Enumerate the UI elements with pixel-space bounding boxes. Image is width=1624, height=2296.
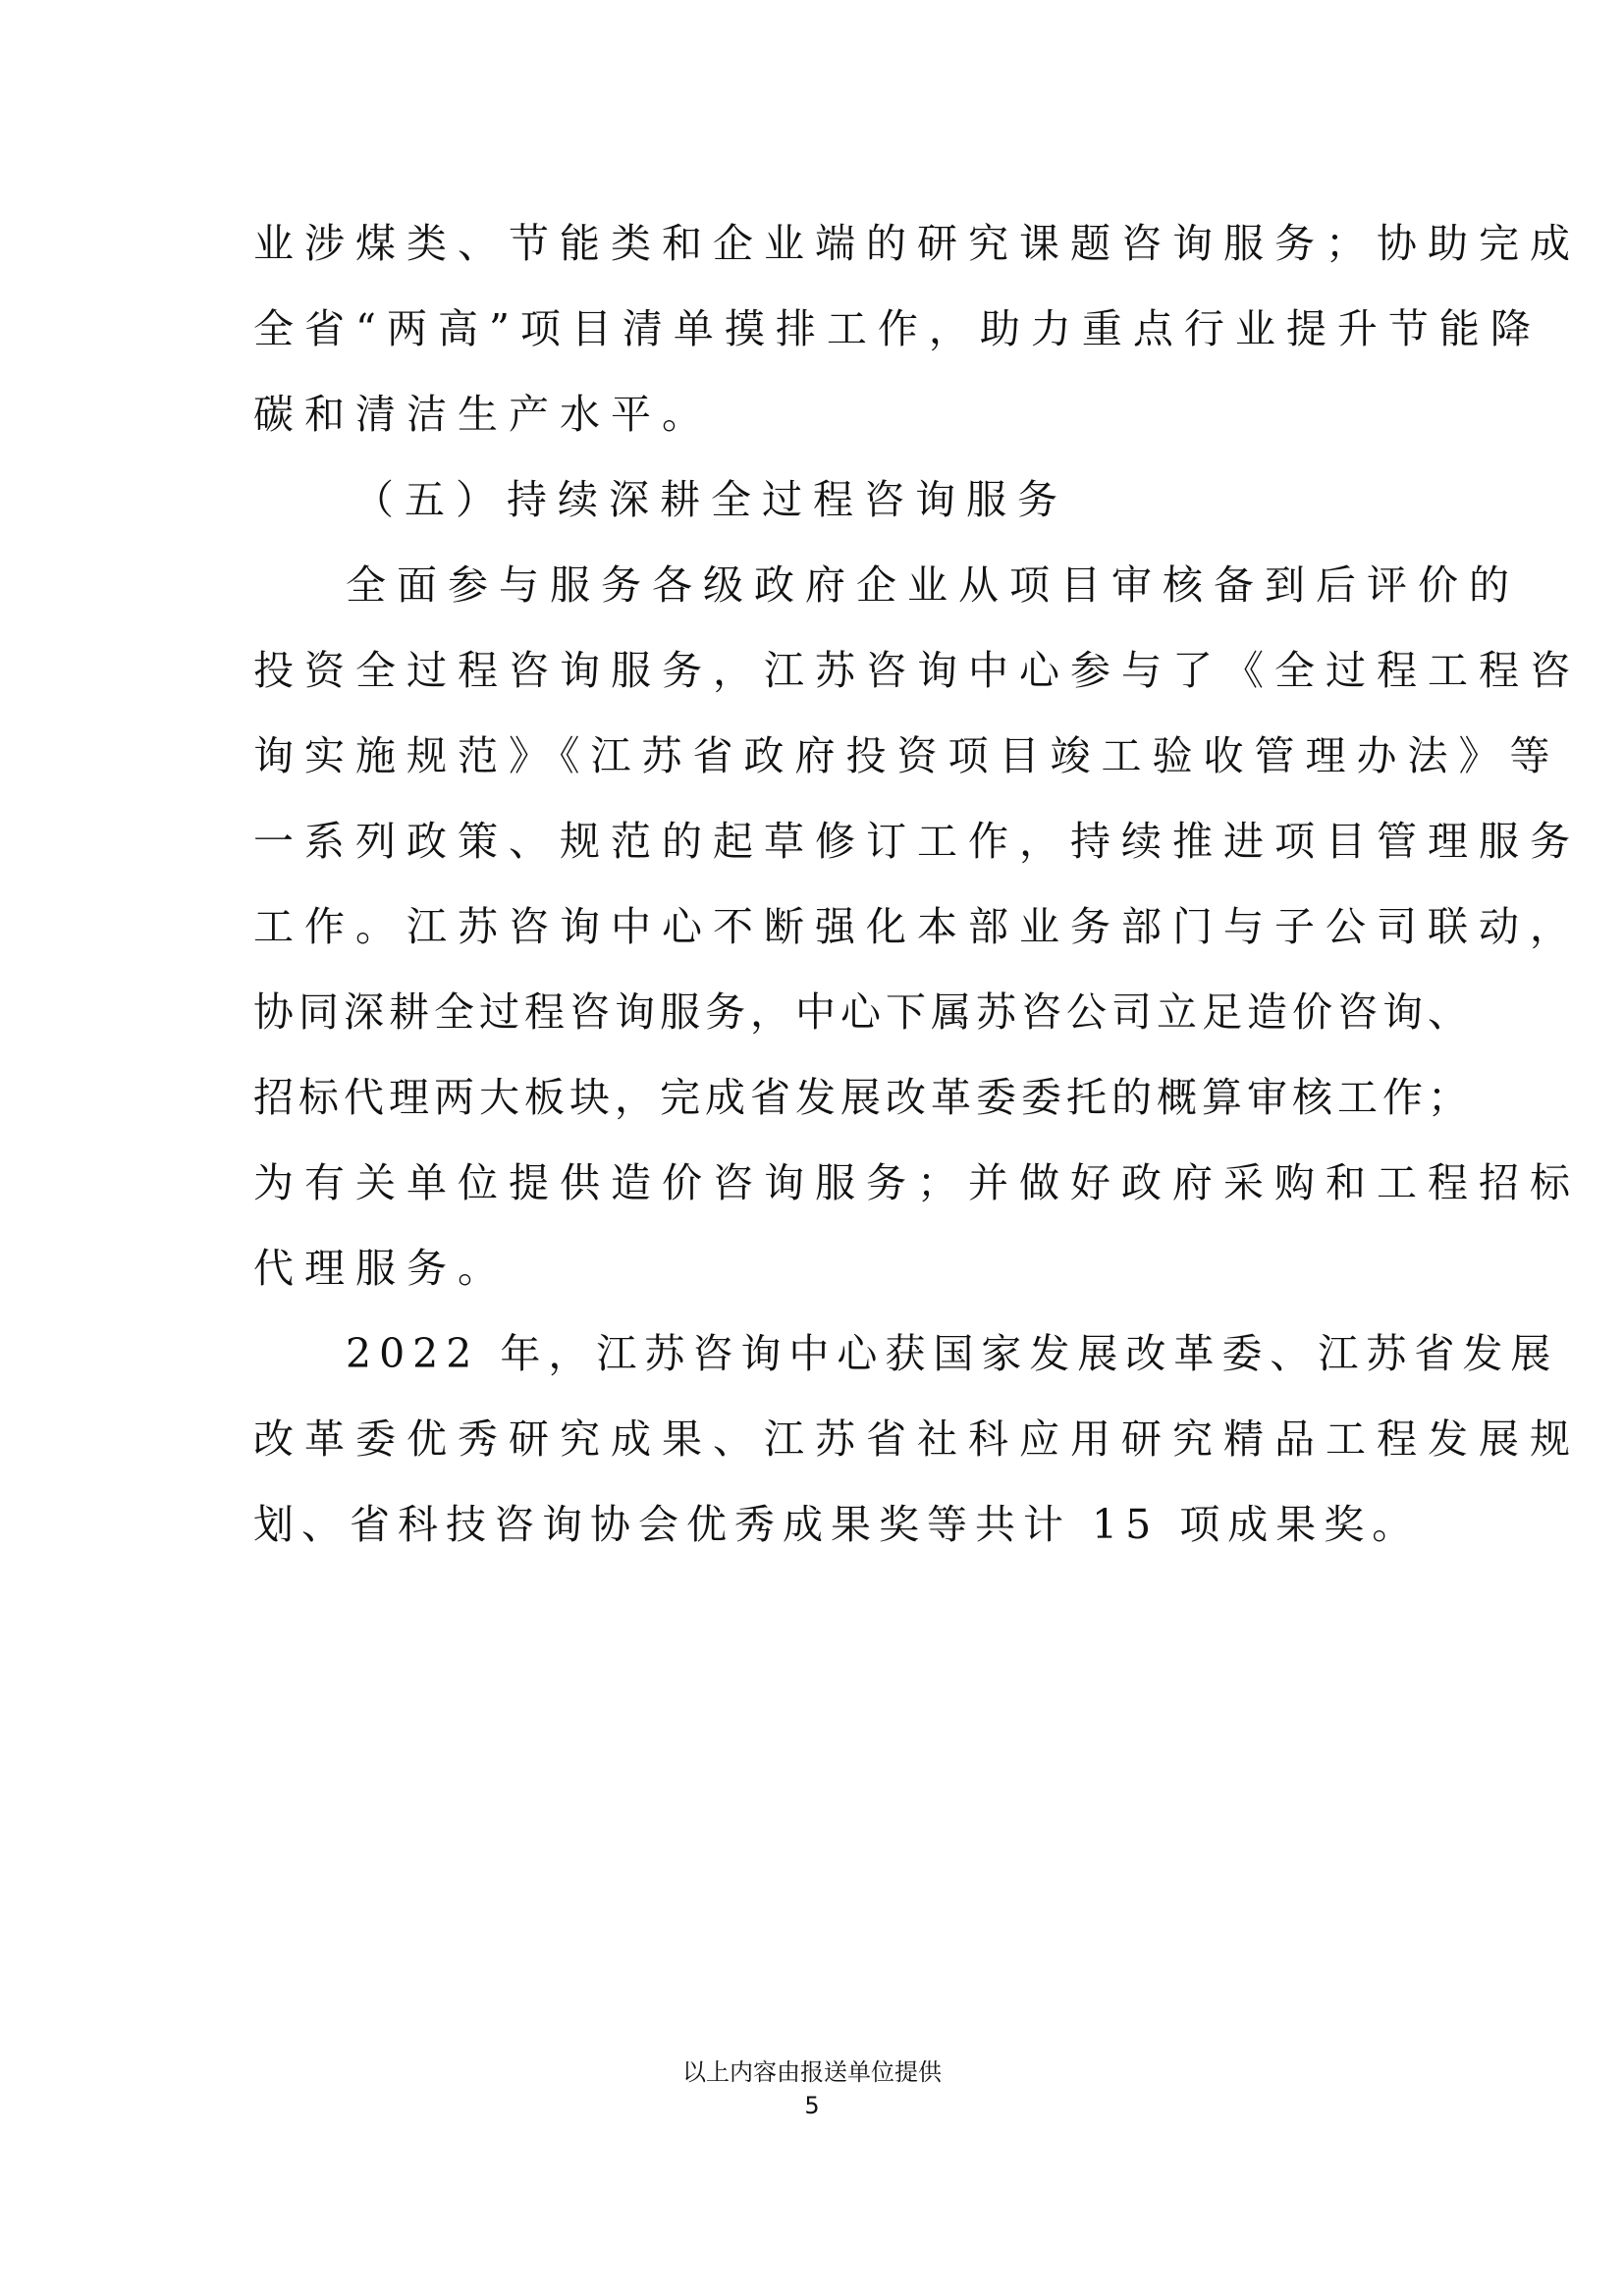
- paragraph-line: 一系列政策、规范的起草修订工作，持续推进项目管理服务: [253, 818, 1581, 865]
- paragraph-line: 2022 年，江苏咨询中心获国家发展改革委、江苏省发展: [346, 1330, 1559, 1377]
- paragraph-line: 全面参与服务各级政府企业从项目审核备到后评价的: [346, 561, 1520, 609]
- document-body: [253, 201, 1581, 1568]
- paragraph-1: [253, 201, 1581, 457]
- paragraph-line: 工作。江苏咨询中心不断强化本部业务部门与子公司联动，: [253, 903, 1581, 950]
- page-number: 5: [804, 2092, 820, 2119]
- paragraph-line: 全省“两高”项目清单摸排工作，助力重点行业提升节能降: [253, 305, 1542, 352]
- paragraph-line: 改革委优秀研究成果、江苏省社科应用研究精品工程发展规: [253, 1415, 1581, 1463]
- paragraph-line: 投资全过程咨询服务，江苏咨询中心参与了《全过程工程咨: [253, 647, 1581, 694]
- paragraph-line: 询实施规范》《江苏省政府投资项目竣工验收管理办法》等: [253, 732, 1561, 779]
- footer-note: 以上内容由报送单位提供: [682, 2058, 942, 2086]
- paragraph-line: 碳和清洁生产水平。: [253, 391, 713, 438]
- paragraph-line: 为有关单位提供造价咨询服务；并做好政府采购和工程招标: [253, 1159, 1581, 1206]
- paragraph-line: 划、省科技咨询协会优秀成果奖等共计 15 项成果奖。: [253, 1501, 1421, 1548]
- paragraph-line: 招标代理两大板块，完成省发展改革委委托的概算审核工作；: [253, 1074, 1473, 1121]
- paragraph-line: 代理服务。: [253, 1245, 509, 1292]
- paragraph-2: [253, 543, 1581, 1311]
- paragraph-line: 业涉煤类、节能类和企业端的研究课题咨询服务；协助完成: [253, 220, 1581, 267]
- section-heading: （五）持续深耕全过程咨询服务: [353, 476, 1068, 523]
- paragraph-3: [253, 1311, 1581, 1568]
- paragraph-line: 协同深耕全过程咨询服务，中心下属苏咨公司立足造价咨询、: [253, 988, 1473, 1036]
